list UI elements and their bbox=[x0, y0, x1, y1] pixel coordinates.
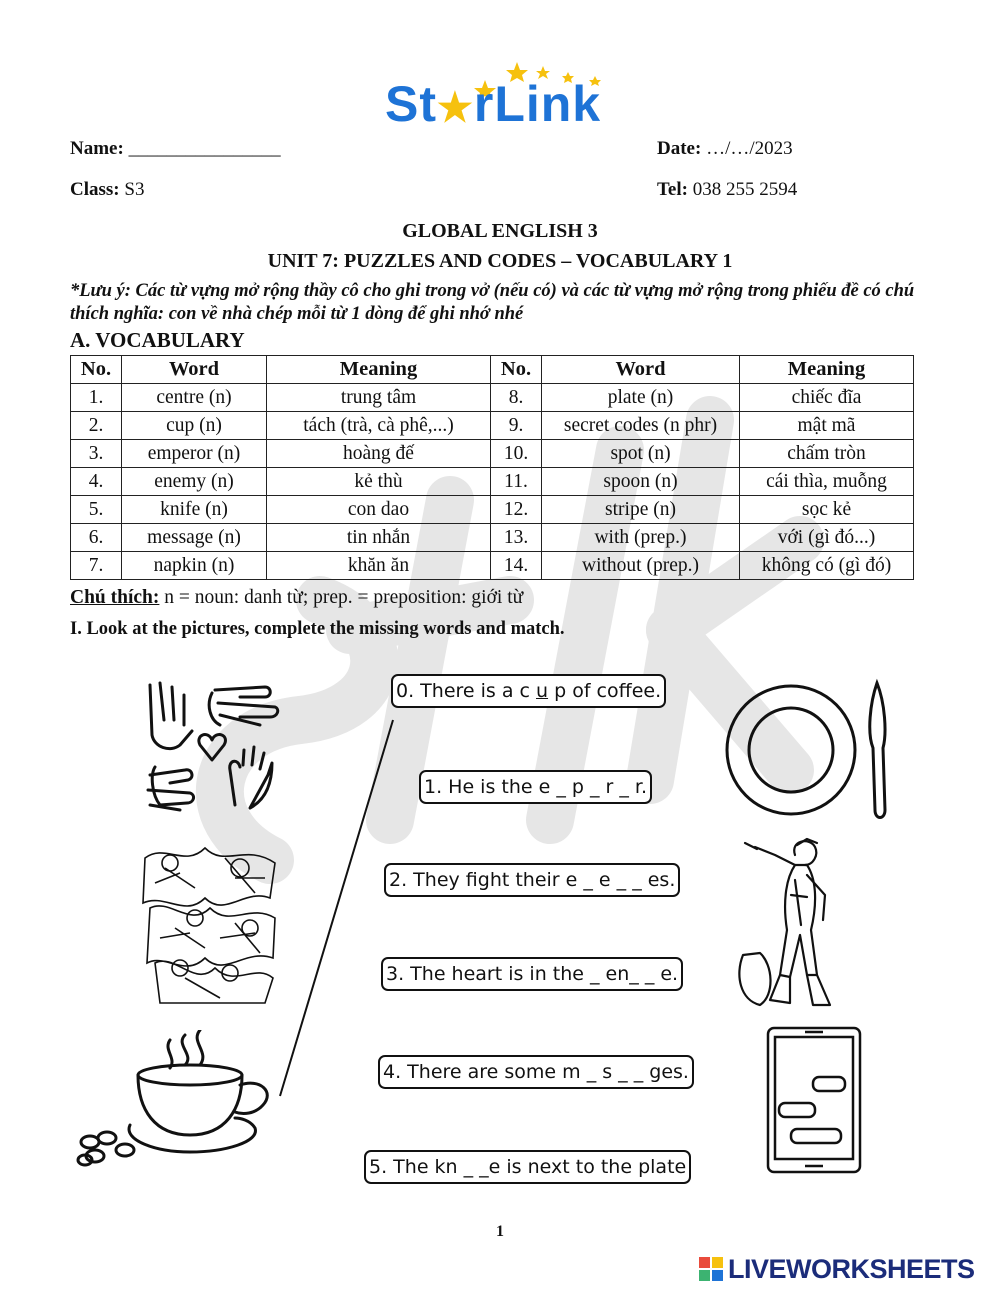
sentence-0: 0. There is a c u p of coffee. bbox=[391, 674, 666, 708]
table-cell: 7. bbox=[71, 552, 122, 580]
table-cell: enemy (n) bbox=[122, 468, 267, 496]
date-label: Date: bbox=[657, 138, 702, 159]
table-cell: con dao bbox=[267, 496, 491, 524]
logo-wordmark: St★rLink bbox=[385, 76, 602, 132]
date-field bbox=[657, 137, 793, 161]
table-row bbox=[71, 552, 914, 580]
table-header-row bbox=[71, 356, 914, 384]
liveworksheets-blocks-icon bbox=[698, 1256, 724, 1282]
table-cell: kẻ thù bbox=[267, 468, 491, 496]
name-field bbox=[70, 137, 281, 161]
table-cell: cái thìa, muỗng bbox=[740, 468, 914, 496]
table-cell: 12. bbox=[491, 496, 542, 524]
table-cell: stripe (n) bbox=[542, 496, 740, 524]
hands-heart-icon bbox=[140, 675, 285, 815]
table-cell: trung tâm bbox=[267, 384, 491, 412]
table-row bbox=[71, 496, 914, 524]
name-blank: ________________ bbox=[128, 138, 281, 159]
table-cell: 13. bbox=[491, 524, 542, 552]
table-cell: spoon (n) bbox=[542, 468, 740, 496]
table-cell: mật mã bbox=[740, 412, 914, 440]
table-cell: sọc kẻ bbox=[740, 496, 914, 524]
class-value: S3 bbox=[124, 179, 145, 200]
table-cell: chiếc đĩa bbox=[740, 384, 914, 412]
table-row bbox=[71, 384, 914, 412]
header-cell: Word bbox=[122, 356, 267, 384]
table-cell: 14. bbox=[491, 552, 542, 580]
table-cell: spot (n) bbox=[542, 440, 740, 468]
table-cell: without (prep.) bbox=[542, 552, 740, 580]
legend bbox=[70, 587, 523, 609]
vocabulary-table bbox=[70, 355, 914, 580]
table-row bbox=[71, 412, 914, 440]
sentence-1: 1. He is the e _ p _ r _ r. bbox=[419, 770, 652, 804]
phone-messages-icon bbox=[765, 1025, 865, 1175]
table-cell: 4. bbox=[71, 468, 122, 496]
table-cell: napkin (n) bbox=[122, 552, 267, 580]
table-cell: 1. bbox=[71, 384, 122, 412]
table-cell: 3. bbox=[71, 440, 122, 468]
table-cell: 11. bbox=[491, 468, 542, 496]
plate-knife-icon bbox=[725, 678, 895, 823]
table-cell: centre (n) bbox=[122, 384, 267, 412]
starlink-logo bbox=[385, 58, 625, 133]
table-cell: secret codes (n phr) bbox=[542, 412, 740, 440]
course-title: GLOBAL ENGLISH 3 bbox=[402, 220, 598, 242]
section-a-heading: A. VOCABULARY bbox=[70, 328, 245, 352]
class-label: Class: bbox=[70, 179, 120, 200]
header-cell: No. bbox=[491, 356, 542, 384]
table-cell: 8. bbox=[491, 384, 542, 412]
table-row bbox=[71, 468, 914, 496]
legend-label: Chú thích: bbox=[70, 587, 160, 608]
unit-title: UNIT 7: PUZZLES AND CODES – VOCABULARY 1 bbox=[267, 250, 733, 272]
table-cell: emperor (n) bbox=[122, 440, 267, 468]
class-field bbox=[70, 178, 144, 202]
page-number: 1 bbox=[496, 1223, 504, 1240]
table-cell: message (n) bbox=[122, 524, 267, 552]
battle-crowd-icon bbox=[135, 838, 285, 1008]
table-cell: with (prep.) bbox=[542, 524, 740, 552]
table-cell: 9. bbox=[491, 412, 542, 440]
table-cell: với (gì đó...) bbox=[740, 524, 914, 552]
table-row bbox=[71, 524, 914, 552]
liveworksheets-logo bbox=[698, 1252, 998, 1286]
header-cell: No. bbox=[71, 356, 122, 384]
liveworksheets-wordmark: LIVEWORKSHEETS bbox=[728, 1254, 975, 1284]
table-cell: không có (gì đó) bbox=[740, 552, 914, 580]
table-row bbox=[71, 440, 914, 468]
filled-letter: u bbox=[536, 680, 549, 702]
tel-value: 038 255 2594 bbox=[692, 179, 798, 200]
table-cell: 6. bbox=[71, 524, 122, 552]
match-line-example bbox=[275, 718, 400, 1098]
table-cell: tách (trà, cà phê,...) bbox=[267, 412, 491, 440]
logo-star-icon: ★ bbox=[437, 86, 474, 130]
table-cell: tin nhắn bbox=[267, 524, 491, 552]
exercise-1-instruction: I. Look at the pictures, complete the missing words and match. bbox=[70, 619, 565, 639]
legend-text: n = noun: danh từ; prep. = preposition: giới từ bbox=[159, 587, 524, 608]
header-cell: Word bbox=[542, 356, 740, 384]
date-value: …/…/2023 bbox=[706, 138, 793, 159]
table-cell: hoàng đế bbox=[267, 440, 491, 468]
coffee-cup-icon bbox=[75, 1030, 275, 1170]
header-cell: Meaning bbox=[267, 356, 491, 384]
table-cell: khăn ăn bbox=[267, 552, 491, 580]
table-cell: knife (n) bbox=[122, 496, 267, 524]
study-note: *Lưu ý: Các từ vựng mở rộng thầy cô cho ghi trong vở (nếu có) và các từ vựng mở rộng trong phiếu đề có chú thích nghĩa: con về nhà chép mỗi từ 1 dòng để ghi nhớ nhé bbox=[70, 281, 915, 324]
emperor-icon bbox=[735, 835, 845, 1015]
table-cell: chấm tròn bbox=[740, 440, 914, 468]
table-cell: 2. bbox=[71, 412, 122, 440]
table-cell: 10. bbox=[491, 440, 542, 468]
header-cell: Meaning bbox=[740, 356, 914, 384]
sentence-4: 4. There are some m _ s _ _ ges. bbox=[378, 1055, 694, 1089]
sentence-3: 3. The heart is in the _ en_ _ e. bbox=[381, 957, 683, 991]
table-cell: plate (n) bbox=[542, 384, 740, 412]
sentence-2: 2. They fight their e _ e _ _ es. bbox=[384, 863, 680, 897]
tel-label: Tel: bbox=[657, 179, 688, 200]
sentence-5: 5. The kn _ _e is next to the plate bbox=[364, 1150, 691, 1184]
tel-field bbox=[657, 178, 797, 202]
name-label: Name: bbox=[70, 138, 124, 159]
table-cell: 5. bbox=[71, 496, 122, 524]
table-cell: cup (n) bbox=[122, 412, 267, 440]
